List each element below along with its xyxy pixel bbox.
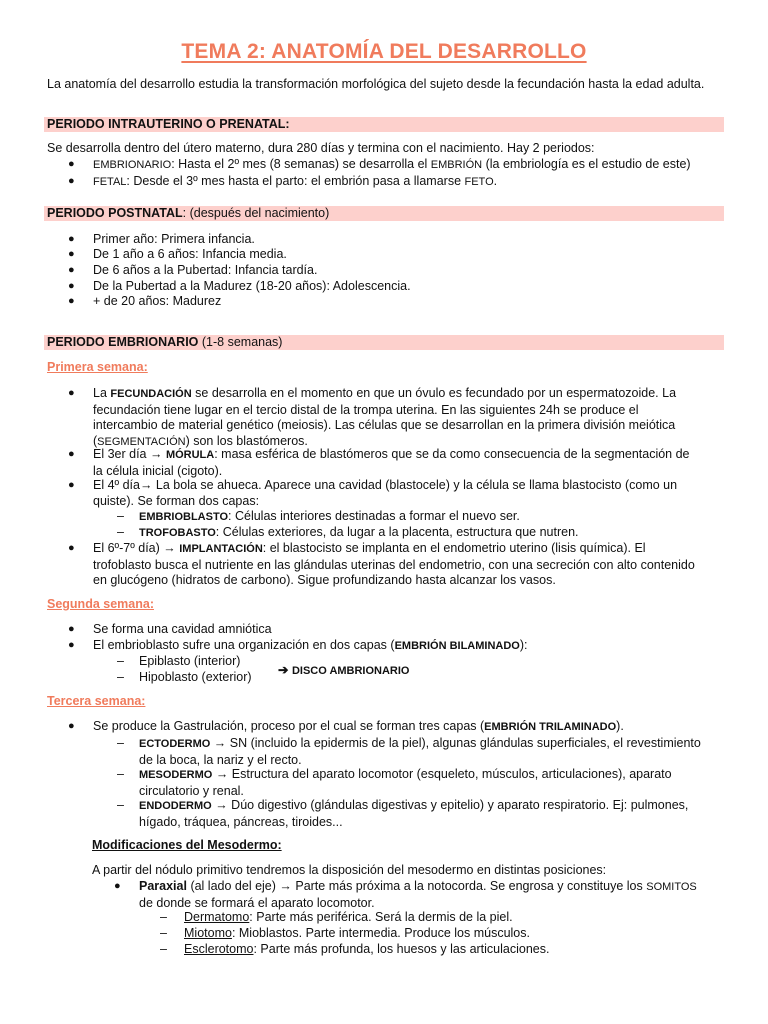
list-item: + de 20 años: Madurez [93, 294, 222, 308]
section-heading-embrionario: PERIODO EMBRIONARIO [47, 335, 199, 349]
sub-item-embrioblasto: EMBRIOBLASTO: Células interiores destinadas a formar el nuevo ser. [139, 509, 520, 523]
dash-icon: – [117, 670, 124, 684]
list-item: De 1 año a 6 años: Infancia media. [93, 247, 287, 261]
subheading-week1: Primera semana: [47, 360, 148, 374]
bullet-icon: ● [68, 720, 75, 732]
sub-item-dermatomo: Dermatomo: Parte más periférica. Será la dermis de la piel. [184, 910, 513, 924]
bullet-icon: ● [68, 623, 75, 635]
list-item: FETAL: Desde el 3º mes hasta el parto: el embrión pasa a llamarse FETO. [93, 174, 498, 188]
dash-icon: – [117, 798, 124, 812]
list-item-blastocisto: El 4º día→ La bola se ahueca. Aparece una cavidad (blastocele) y la célula se llama blastocisto (como un quiste). Se forman dos capas: [93, 478, 678, 508]
sub-item-mesodermo: MESODERMO → Estructura del aparato locomotor (esqueleto, músculos, articulaciones), aparato circulatorio y renal. [139, 767, 672, 798]
dash-icon: – [117, 525, 124, 539]
sub-item-endodermo: ENDODERMO → Dúo digestivo (glándulas digestivas y epitelio) y aparato respiratorio. Ej: pulmones, hígado, tráquea, páncreas, tiroides... [139, 798, 689, 829]
bullet-icon: ● [68, 248, 75, 260]
section-band-prenatal [44, 117, 724, 132]
list-item: Primer año: Primera infancia. [93, 232, 255, 246]
sub-item-hipoblasto: Hipoblasto (exterior) [139, 670, 252, 684]
sub-item-ectodermo: ECTODERMO → SN (incluido la epidermis de la piel), algunas glándulas superficiales, el revestimiento de la boca, la nariz y el recto. [139, 736, 701, 767]
sub-item-epiblasto: Epiblasto (interior) [139, 654, 241, 668]
list-item: El embrioblasto sufre una organización en dos capas (EMBRIÓN BILAMINADO): [93, 638, 528, 652]
dash-icon: – [117, 509, 124, 523]
mesodermo-intro: A partir del nódulo primitivo tendremos la disposición del mesodermo en distintas posiciones: [92, 863, 607, 877]
dash-icon: – [160, 926, 167, 940]
list-item-fecundacion: La FECUNDACIÓN se desarrolla en el momento en que un óvulo es fecundado por un espermatozoide. La fecundación tiene lugar en el tercio distal de la trompa uterina. En las siguientes 24h se produce el intercambio de material genético (meiosis). Las células que se desarrollan en la primera división meiótica (SEGMENTACIÓN) son los blastómeros. [93, 386, 677, 448]
section-heading-postnatal: PERIODO POSTNATAL [47, 206, 183, 220]
bullet-icon: ● [68, 280, 75, 292]
dash-icon: – [160, 942, 167, 956]
bullet-icon: ● [68, 264, 75, 276]
bullet-icon: ● [68, 479, 75, 491]
page-title: TEMA 2: ANATOMÍA DEL DESARROLLO [181, 40, 587, 63]
bullet-icon: ● [114, 880, 121, 892]
bullet-icon: ● [68, 295, 75, 307]
list-item: EMBRIONARIO: Hasta el 2º mes (8 semanas) se desarrolla el EMBRIÓN (la embriología es el estudio de este) [93, 157, 691, 171]
disco-ambrionario-note: ➔ DISCO AMBRIONARIO [278, 663, 410, 677]
section-band-embrionario: PERIODO EMBRIONARIO (1-8 semanas) [44, 335, 724, 350]
list-item: Se forma una cavidad amniótica [93, 622, 272, 636]
bullet-icon: ● [68, 175, 75, 187]
dash-icon: – [117, 736, 124, 750]
subheading-mesodermo: Modificaciones del Mesodermo: [92, 838, 282, 852]
prenatal-text: Se desarrolla dentro del útero materno, dura 280 días y termina con el nacimiento. Hay 2 periodos: [47, 141, 595, 155]
bullet-icon: ● [68, 639, 75, 651]
arrow-right-icon: ➔ [278, 663, 292, 677]
list-item-gastrulacion: Se produce la Gastrulación, proceso por el cual se forman tres capas (EMBRIÓN TRILAMINADO). [93, 719, 624, 733]
list-item: De 6 años a la Pubertad: Infancia tardía. [93, 263, 318, 277]
bullet-icon: ● [68, 542, 75, 554]
sub-item-esclerotomo: Esclerotomo: Parte más profunda, los huesos y las articulaciones. [184, 942, 550, 956]
sub-item-miotomo: Miotomo: Mioblastos. Parte intermedia. Produce los músculos. [184, 926, 530, 940]
section-band-postnatal: PERIODO POSTNATAL: (después del nacimiento) [44, 206, 724, 221]
dash-icon: – [117, 767, 124, 781]
list-item-paraxial: Paraxial (al lado del eje) → Parte más próxima a la notocorda. Se engrosa y constituye los SOMITOS de donde se formará el aparato locomotor. [139, 879, 697, 910]
subheading-week2: Segunda semana: [47, 597, 154, 611]
bullet-icon: ● [68, 233, 75, 245]
list-item-implantacion: El 6º-7º día) → IMPLANTACIÓN: el blastocisto se implanta en el endometrio uterino (lisis química). El trofoblasto busca el nutriente en las glándulas uterinas del endometrio, con una secreción con alto contenido en glucógeno (hidratos de carbono). Sigue profundizando hasta alcanzar los vasos. [93, 541, 695, 587]
list-item-morula: El 3er día → MÓRULA: masa esférica de blastómeros que se da como consecuencia de la segmentación de la célula inicial (cigoto). [93, 447, 690, 478]
subheading-week3: Tercera semana: [47, 694, 146, 708]
intro-paragraph: La anatomía del desarrollo estudia la transformación morfológica del sujeto desde la fecundación hasta la edad adulta. [47, 77, 705, 91]
dash-icon: – [117, 654, 124, 668]
dash-icon: – [160, 910, 167, 924]
bullet-icon: ● [68, 448, 75, 460]
section-heading-prenatal: PERIODO INTRAUTERINO O PRENATAL: [47, 117, 290, 131]
list-item: De la Pubertad a la Madurez (18-20 años): Adolescencia. [93, 279, 411, 293]
bullet-icon: ● [68, 387, 75, 399]
bullet-icon: ● [68, 158, 75, 170]
sub-item-trofobasto: TROFOBASTO: Células exteriores, da lugar a la placenta, estructura que nutren. [139, 525, 579, 539]
